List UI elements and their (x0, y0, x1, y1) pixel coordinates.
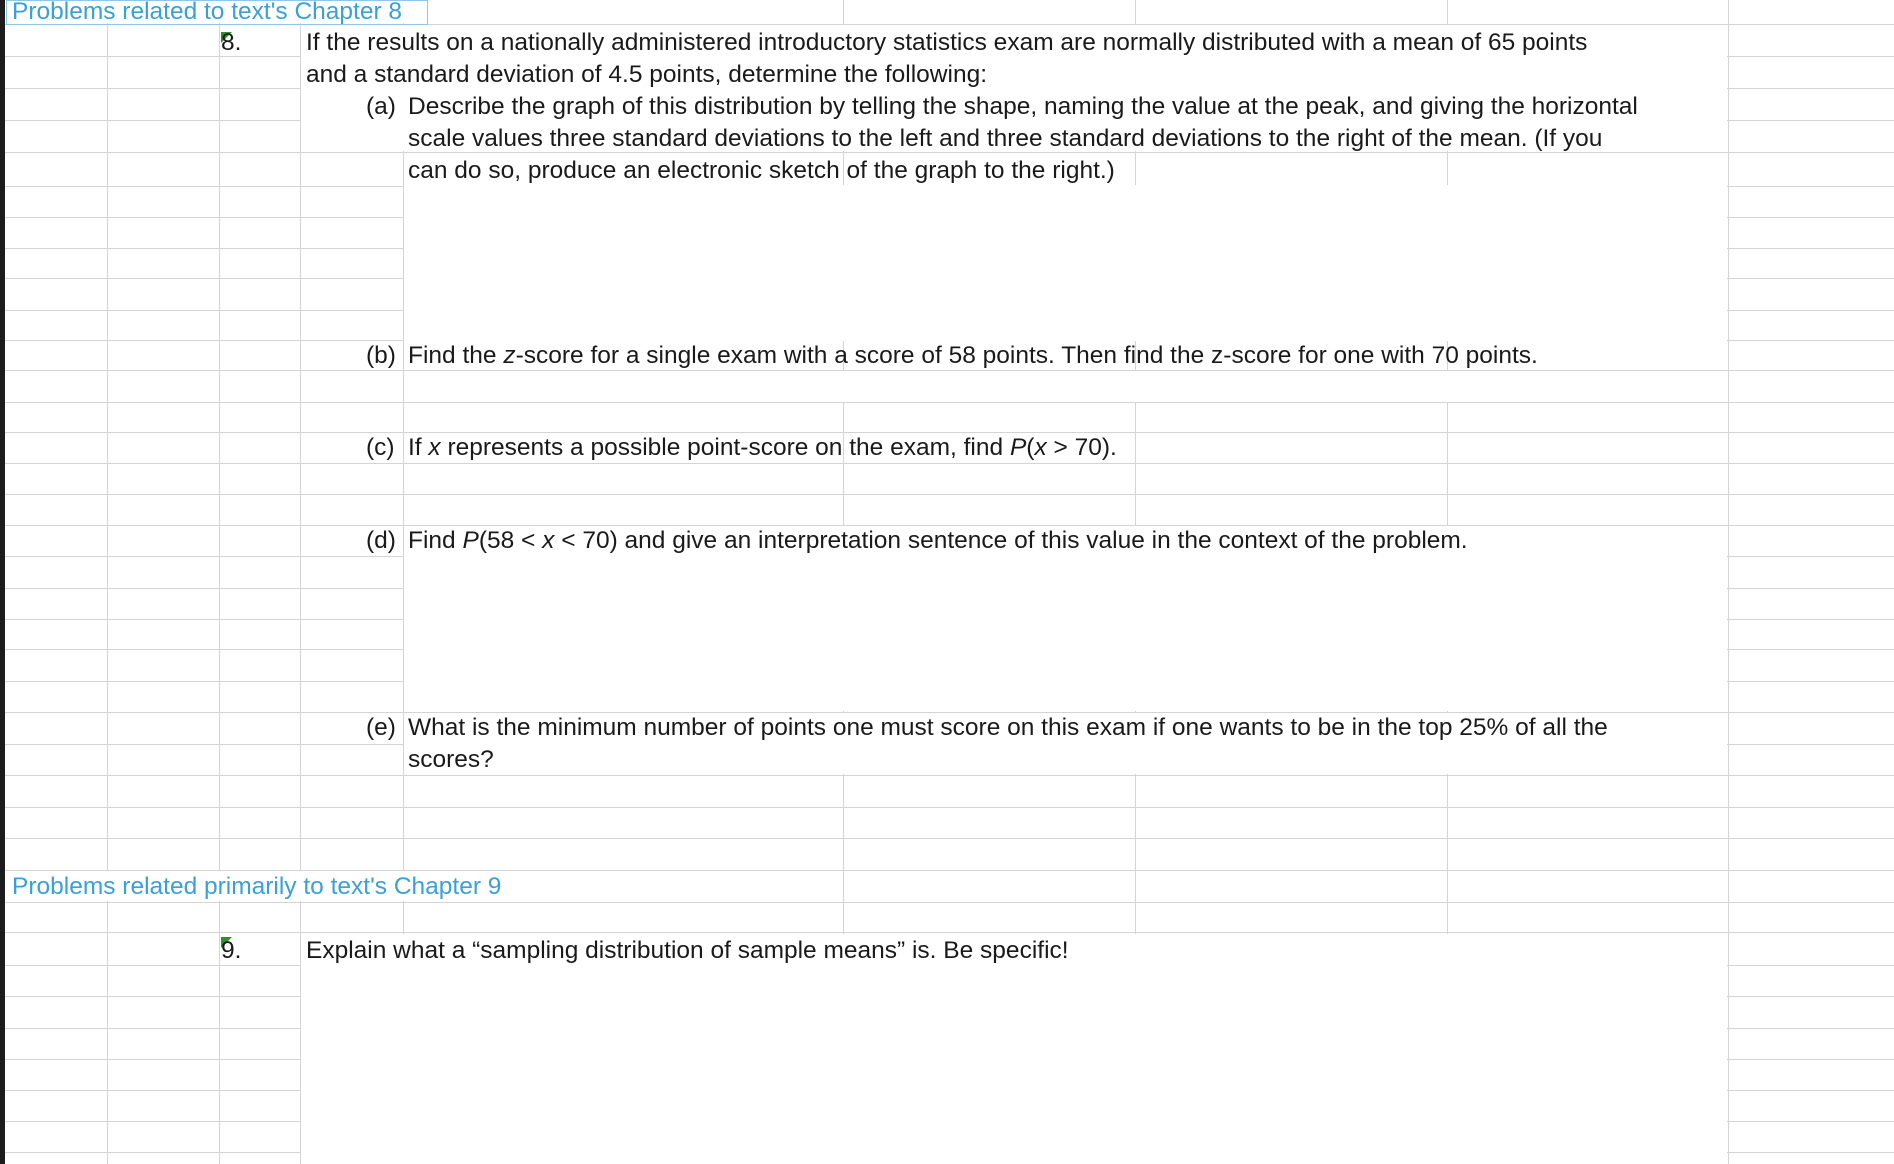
part-a-line1[interactable]: Describe the graph of this distribution by telling the shape, naming the value at the peak, and giving the horizontal (408, 93, 1638, 120)
column-gridline (1728, 0, 1729, 1164)
section-title-ch9[interactable]: Problems related primarily to text's Chapter 9 (12, 873, 502, 900)
row-gridline (5, 838, 1894, 839)
part-e-line1[interactable]: What is the minimum number of points one must score on this exam if one wants to be in the top 25% of all the (408, 714, 1608, 741)
merged-cell[interactable] (404, 371, 1727, 402)
row-gridline (5, 902, 1894, 903)
row-gridline (5, 932, 1894, 933)
problem-9-number[interactable]: 9. (221, 937, 242, 964)
part-b-label[interactable]: (b) (366, 342, 396, 369)
part-e-label[interactable]: (e) (366, 714, 396, 741)
problem-8-number[interactable]: 8. (221, 29, 242, 56)
part-d-text[interactable]: Find P(58 < x < 70) and give an interpretation sentence of this value in the context of the problem. (408, 527, 1468, 554)
section-title-ch8[interactable]: Problems related to text's Chapter 8 (12, 0, 403, 25)
part-a-label[interactable]: (a) (366, 93, 396, 120)
row-gridline (5, 494, 1894, 495)
part-a-line2[interactable]: scale values three standard deviations to the left and three standard deviations to the right of the mean. (If you (408, 125, 1603, 152)
column-gridline (107, 0, 108, 1164)
problem-9-text[interactable]: Explain what a “sampling distribution of sample means” is. Be specific! (306, 937, 1069, 964)
merged-cell[interactable] (301, 934, 1727, 1164)
part-c-text[interactable]: If x represents a possible point-score on the exam, find P(x > 70). (408, 434, 1117, 461)
column-gridline (219, 0, 220, 1164)
part-d-label[interactable]: (d) (366, 527, 396, 554)
merged-cell[interactable] (404, 185, 1727, 341)
row-gridline (5, 775, 1894, 776)
part-c-label[interactable]: (c) (366, 434, 395, 461)
row-gridline (5, 402, 1894, 403)
part-a-line3[interactable]: can do so, produce an electronic sketch of the graph to the right.) (408, 157, 1115, 184)
part-e-line2[interactable]: scores? (408, 746, 494, 773)
row-header-edge (0, 0, 5, 1164)
problem-8-stem-line1[interactable]: If the results on a nationally administered introductory statistics exam are normally distributed with a mean of 65 points (306, 29, 1588, 56)
problem-8-stem-line2[interactable]: and a standard deviation of 4.5 points, determine the following: (306, 61, 987, 88)
part-b-text[interactable]: Find the z-score for a single exam with a score of 58 points. Then find the z-score for one with 70 points. (408, 342, 1538, 369)
row-gridline (5, 807, 1894, 808)
